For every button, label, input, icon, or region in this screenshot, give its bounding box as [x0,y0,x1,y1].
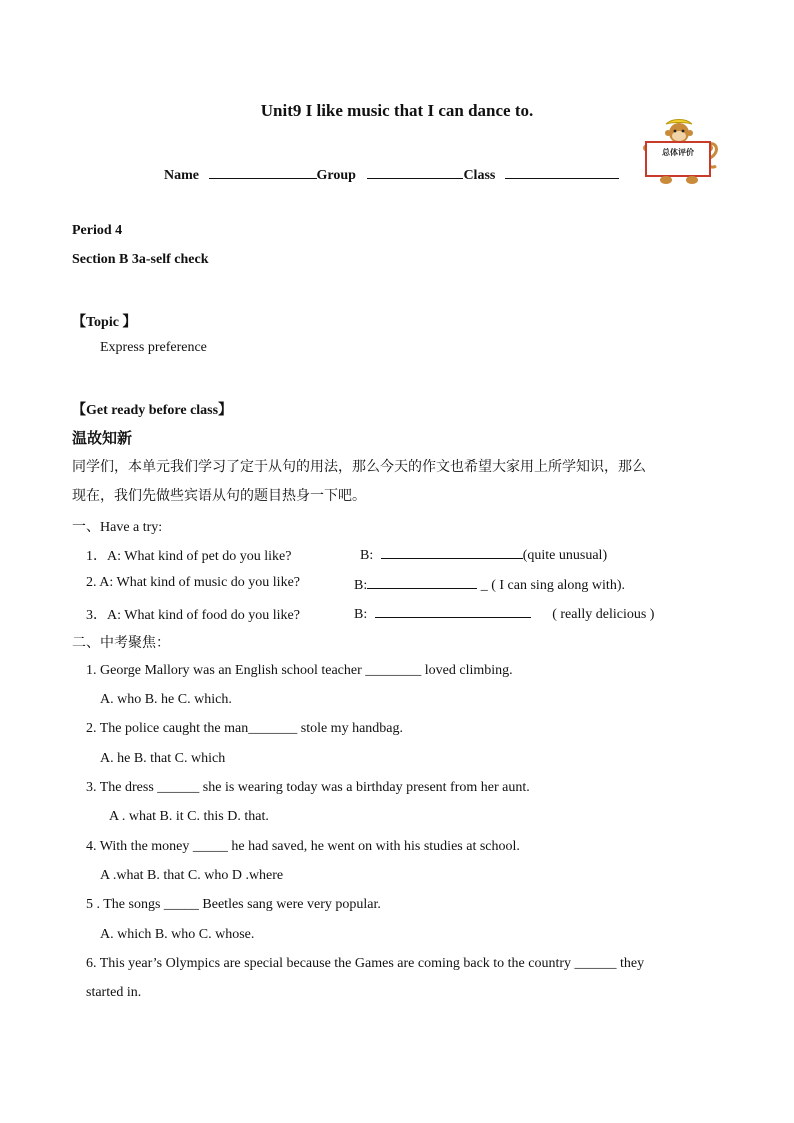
try-answer-2 [354,575,625,594]
try-answer-2-hint: _ ( I can sing along with). [480,578,625,593]
section-label: Section B 3a-self check [72,252,209,267]
period-label: Period 4 [72,223,123,238]
try-answer-1 [360,545,607,564]
try-question-1: 1．A: What kind of pet do you like? [86,549,292,564]
page-title: Unit9 I like music that I can dance to. [260,101,534,120]
topic-text: Express preference [100,340,207,355]
part1-heading: 一、Have a try: [72,520,163,535]
review-heading: 温故知新 [72,429,133,447]
part2-heading: 二、中考聚焦： [72,635,170,651]
exam-options-4: A .what B. that C. who D .where [100,868,284,883]
exam-question-3: 3. The dress ______ she is wearing today was a birthday present from her aunt. [86,780,530,795]
try-answer-3-blank[interactable] [375,604,531,618]
try-answer-2-label: B: [354,578,368,593]
name-blank[interactable] [209,164,317,179]
badge-text: 总体评价 [662,148,694,157]
class-label: Class [463,168,496,183]
exam-options-3: A . what B. it C. this D. that. [109,809,269,824]
exam-options-1: A. who B. he C. which. [100,692,232,707]
exam-question-6-line-2: started in. [86,985,142,1000]
exam-options-5: A. which B. who C. whose. [100,927,255,942]
topic-heading: 【Topic 】 [72,315,137,330]
try-answer-2-blank[interactable] [367,575,477,589]
try-answer-3 [354,604,654,623]
try-answer-3-label: B: [354,607,368,622]
exam-options-2: A. he B. that C. which [100,751,226,766]
class-blank[interactable] [505,164,619,179]
try-answer-3-hint: ( really delicious ) [552,607,655,622]
name-label: Name [164,168,199,183]
group-blank[interactable] [367,164,463,179]
try-question-3: 3．A: What kind of food do you like? [86,608,300,623]
exam-question-1: 1. George Mallory was an English school teacher ________ loved climbing. [86,663,513,678]
intro-line-2: 现在，我们先做些宾语从句的题目热身一下吧。 [72,488,366,504]
try-answer-1-hint: (quite unusual) [522,548,608,563]
name-group-class-line [164,164,619,184]
exam-question-4: 4. With the money _____ he had saved, he went on with his studies at school. [86,839,520,854]
monkey-mascot-icon [636,118,722,186]
try-answer-1-blank[interactable] [381,545,523,559]
intro-line-1: 同学们，本单元我们学习了定于从句的用法，那么今天的作文也希望大家用上所学知识，那么 [72,459,646,475]
ready-heading: 【Get ready before class】 [72,403,233,418]
try-answer-1-label: B: [360,548,374,563]
group-label: Group [316,168,356,183]
exam-question-6-line-1: 6. This year’s Olympics are special because the Games are coming back to the country ______ they [86,956,645,971]
exam-question-2: 2. The police caught the man_______ stole my handbag. [86,721,404,736]
try-question-2: 2. A: What kind of music do you like? [86,575,300,590]
exam-question-5: 5 . The songs _____ Beetles sang were very popular. [86,897,381,912]
